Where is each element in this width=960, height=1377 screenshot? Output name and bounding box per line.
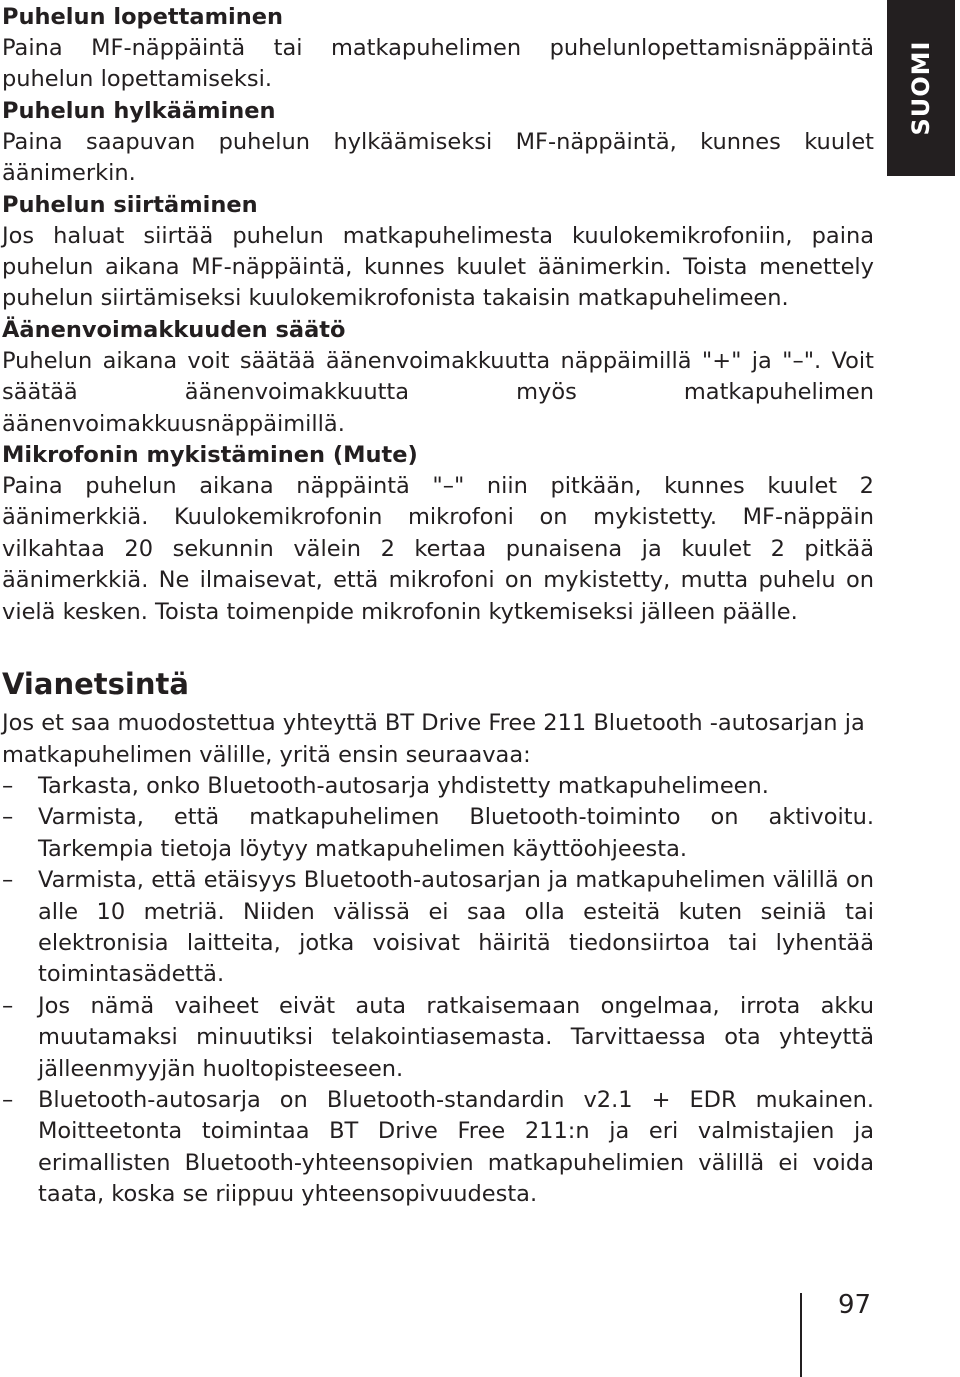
section-text: Paina MF-näppäintä tai matkapuhelimen puhelunlopettamisnäppäintä puhelun lopettamiseksi.: [2, 35, 874, 93]
section-call-reject: [2, 96, 874, 190]
bullet-dash: –: [2, 804, 14, 831]
list-item: [2, 1085, 874, 1211]
bullet-dash: –: [2, 992, 14, 1019]
section-heading: Puhelun hylkääminen: [2, 97, 276, 124]
list-item: [2, 771, 874, 802]
list-item-text: Tarkasta, onko Bluetooth-autosarja yhdistetty matkapuhelimeen.: [38, 772, 769, 799]
section-mute: [2, 440, 874, 628]
language-tab-label: SUOMI: [907, 40, 935, 136]
section-heading: Mikrofonin mykistäminen (Mute): [2, 442, 418, 469]
language-tab: [887, 0, 955, 176]
list-item-text: Varmista, että matkapuhelimen Bluetooth-toiminto on aktivoitu. Tarkempia tietoja löytyy matkapuhelimen käyttöohjeesta.: [38, 804, 874, 862]
section-heading: Puhelun siirtäminen: [2, 191, 258, 218]
troubleshooting-intro: Jos et saa muodostettua yhteyttä BT Drive Free 211 Bluetooth -autosarjan ja matkapuhelimen välille, yritä ensin seuraavaa:: [2, 710, 865, 768]
list-item: [2, 865, 874, 991]
bullet-dash: –: [2, 867, 14, 894]
section-text: Puhelun aikana voit säätää äänenvoimakkuutta näppäimillä "+" ja "–". Voit säätää äänenvoimakkuutta myös matkapuhelimen äänenvoimakkuusnäppäimillä.: [2, 347, 874, 437]
section-text: Jos haluat siirtää puhelun matkapuhelimesta kuulokemikrofoniin, paina puhelun aikana MF-näppäintä, kunnes kuulet äänimerkin. Toista menettely puhelun siirtämiseksi kuulokemikrofonista takaisin matkapuhelimeen.: [2, 222, 874, 312]
page-content: [2, 2, 874, 1211]
list-item-text: Jos nämä vaiheet eivät auta ratkaisemaan ongelmaa, irrota akku muutamaksi minuutiksi telakointiasemasta. Tarvittaessa ota yhteyttä jälleenmyyjän huoltopisteeseen.: [38, 992, 874, 1082]
section-heading: Äänenvoimakkuuden säätö: [2, 316, 346, 343]
troubleshooting-section: [2, 666, 874, 1211]
list-item: [2, 802, 874, 865]
section-heading: Puhelun lopettaminen: [2, 4, 284, 30]
bullet-dash: –: [2, 772, 14, 799]
troubleshooting-heading: Vianetsintä: [2, 667, 189, 702]
list-item-text: Bluetooth-autosarja on Bluetooth-standardin v2.1 + EDR mukainen. Moitteetonta toimintaa BT Drive Free 211:n ja eri valmistajien ja erimallisten Bluetooth-yhteensopivien matkapuhelimien välillä ei voida taata, koska se riippuu yhteensopivuudesta.: [38, 1086, 874, 1208]
page-number-divider: [800, 1293, 802, 1377]
page-number: 97: [838, 1290, 872, 1320]
section-text: Paina saapuvan puhelun hylkäämiseksi MF-näppäintä, kunnes kuulet äänimerkin.: [2, 128, 874, 187]
bullet-dash: –: [2, 1086, 14, 1113]
list-item: [2, 991, 874, 1085]
section-call-end: [2, 2, 874, 96]
section-text: Paina puhelun aikana näppäintä "–" niin pitkään, kunnes kuulet 2 äänimerkkiä. Kuulokemikrofonin mikrofoni on mykistetty. MF-näppäin vilkahtaa 20 sekunnin välein 2 kertaa punaisena ja kuulet 2 pitkää äänimerkkiä. Ne ilmaisevat, että mikrofoni on mykistetty, mutta puhelu on vielä kesken. Toista toimenpide mikrofonin kytkemiseksi jälleen päälle.: [2, 473, 874, 625]
list-item-text: Varmista, että etäisyys Bluetooth-autosarjan ja matkapuhelimen välillä on alle 10 metriä. Niiden välissä ei saa olla esteitä kuten seiniä tai elektronisia laitteita, jotka voisivat häiritä tiedonsiirtoa tai lyhentää toimintasädettä.: [38, 867, 874, 988]
section-volume: [2, 315, 874, 440]
section-call-transfer: [2, 190, 874, 315]
troubleshooting-list: [2, 771, 874, 1211]
